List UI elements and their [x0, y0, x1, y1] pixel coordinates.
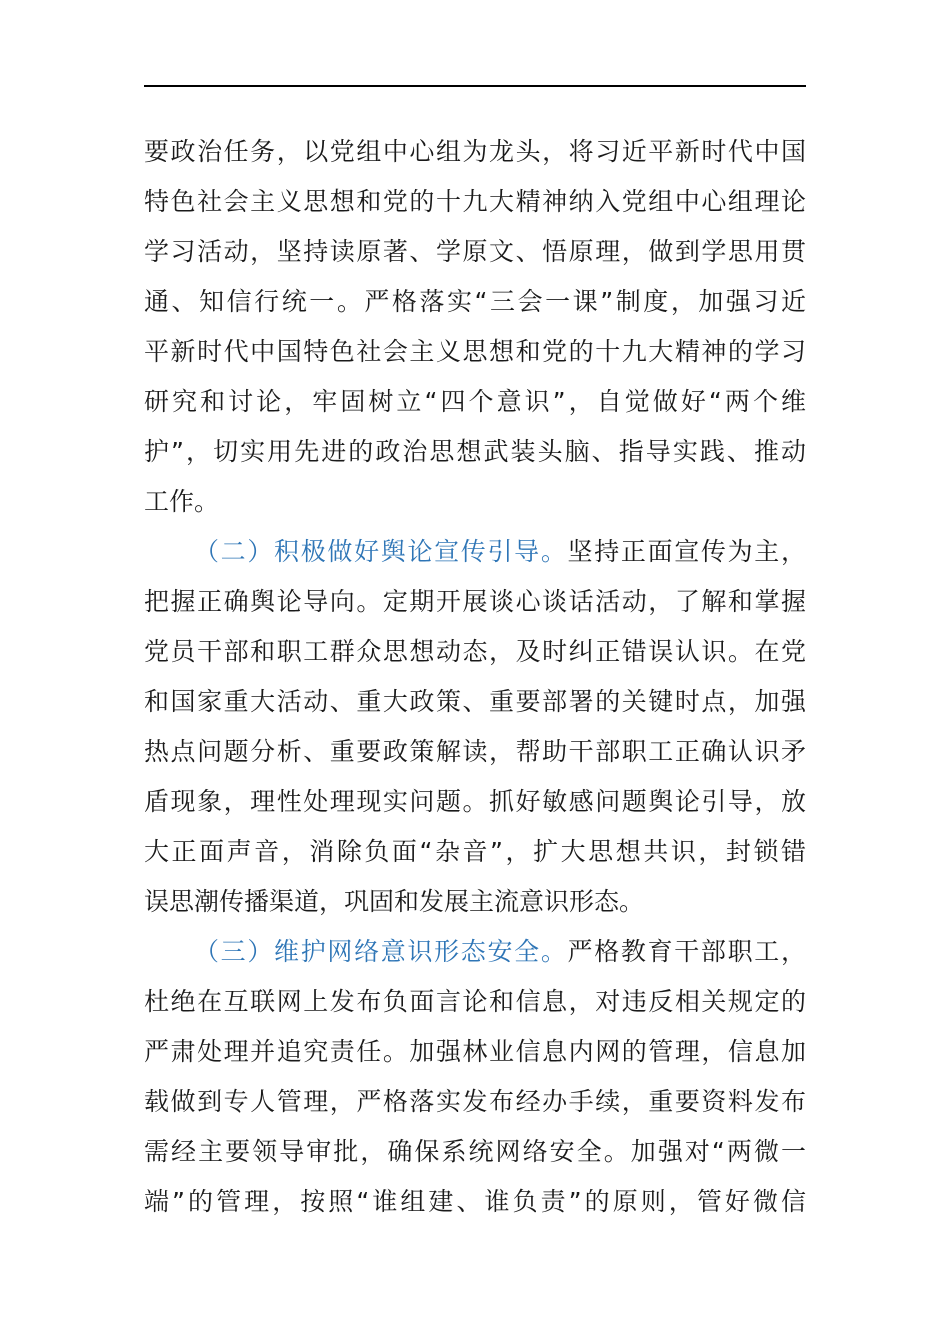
- text-line: 误思潮传播渠道，巩固和发展主流意识形态。: [144, 887, 645, 916]
- text-line: 学习活动，坚持读原著、学原文、悟原理，做到学思用贯: [144, 237, 806, 266]
- text-line: 需经主要领导审批，确保系统网络安全。加强对“两微一: [144, 1137, 806, 1166]
- text-line: 端”的管理，按照“谁组建、谁负责”的原则，管好微信: [144, 1187, 806, 1216]
- section-heading-3-text: 严格教育干部职工，: [567, 937, 806, 966]
- text-line: 把握正确舆论导向。定期开展谈心谈话活动，了解和掌握: [144, 587, 806, 616]
- section-heading-line: [144, 527, 806, 577]
- text-line: 严肃处理并追究责任。加强林业信息内网的管理，信息加: [144, 1037, 806, 1066]
- section-heading-line: [144, 927, 806, 977]
- text-line: 特色社会主义思想和党的十九大精神纳入党组中心组理论: [144, 187, 806, 216]
- text-line: 要政治任务，以党组中心组为龙头，将习近平新时代中国: [144, 137, 806, 166]
- section-heading-2-text: 坚持正面宣传为主，: [567, 537, 806, 566]
- text-line: 党员干部和职工群众思想动态，及时纠正错误认识。在党: [144, 637, 806, 666]
- section-heading-3: （三）维护网络意识形态安全。: [194, 937, 568, 966]
- header-rule: [144, 85, 806, 87]
- text-line: 热点问题分析、重要政策解读，帮助干部职工正确认识矛: [144, 737, 806, 766]
- body-text: [144, 127, 806, 1227]
- text-line: 杜绝在互联网上发布负面言论和信息，对违反相关规定的: [144, 987, 806, 1016]
- section-heading-2: （二）积极做好舆论宣传引导。: [194, 537, 568, 566]
- text-line: 大正面声音，消除负面“杂音”，扩大思想共识，封锁错: [144, 837, 806, 866]
- text-line: 工作。: [144, 487, 220, 516]
- text-line: 护”，切实用先进的政治思想武装头脑、指导实践、推动: [144, 437, 806, 466]
- text-line: 盾现象，理性处理现实问题。抓好敏感问题舆论引导，放: [144, 787, 806, 816]
- text-line: 通、知信行统一。严格落实“三会一课”制度，加强习近: [144, 287, 806, 316]
- text-line: 和国家重大活动、重大政策、重要部署的关键时点，加强: [144, 687, 806, 716]
- text-line: 载做到专人管理，严格落实发布经办手续，重要资料发布: [144, 1087, 806, 1116]
- text-line: 平新时代中国特色社会主义思想和党的十九大精神的学习: [144, 337, 806, 366]
- text-line: 研究和讨论，牢固树立“四个意识”，自觉做好“两个维: [144, 387, 806, 416]
